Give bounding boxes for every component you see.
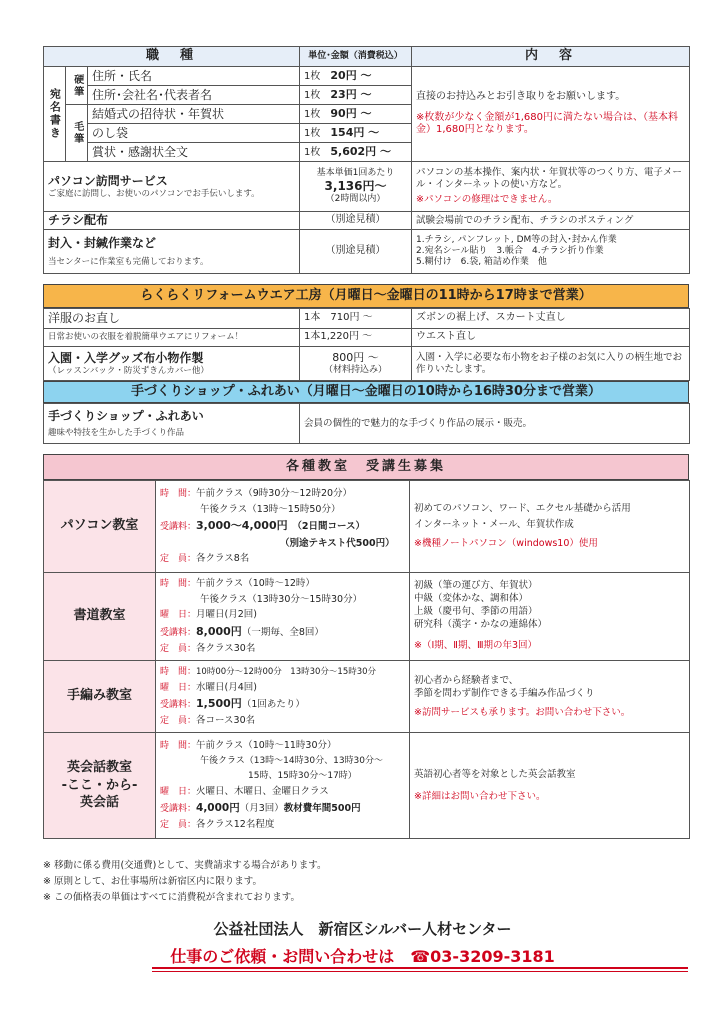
reform-content-3: 入園・入学に必要な布小物をお子様のお気に入りの柄生地でお作りいたします。 [412,347,690,381]
footnote: ※ 原則として、お仕事場所は新宿区内に限ります。 [43,876,263,888]
class-knit-name: 手編み教室 [44,661,156,733]
class-pc-content: 初めてのパソコン、ワード、エクセル基礎から活用 インターネット・メール、年賀状作成 ※機種ノートパソコン（windows10）使用 [410,481,690,573]
row-name: のし袋 [88,124,300,143]
flyer-content: 試験会場前でのチラシ配布、チラシのポスティング [412,212,690,230]
sub-label-brush: 毛筆 [66,105,88,162]
flyer-service: チラシ配布 [44,212,300,230]
footnote: ※ この価格表の単価はすべてに消費税が含まれております。 [43,892,301,904]
writing-content: 直接のお持込みとお引き取りをお願いします。 ※枚数が少なく金額が1,680円に満たない場合は、（基本料金）1,680円となります。 [412,67,690,162]
seal-price: （別途見積） [300,230,412,274]
class-knit-detail: 時 間：10時00分〜12時00分 13時30分〜15時30分 曜 日：水曜日(月4回) 受講料：1,500円（1回あたり） 定 員：各コース30名 [156,661,410,733]
class-pc-detail: 時 間：午前クラス（9時30分〜12時20分） 午後クラス（13時〜15時50分） 受講料：3,000〜4,000円 （2日間コース） （別途テキスト代500円） 定 員：各クラス8名 [156,481,410,573]
service-table [43,46,690,274]
footnotes [43,858,326,906]
row-price: 1枚 90円 〜 [300,105,412,124]
class-eng-content: 英語初心者等を対象とした英会話教室 ※詳細はお問い合わせ下さい。 [410,733,690,839]
reform-row-2: 日常お使いの衣服を着脱簡単ウエアにリフォーム！ [44,329,300,347]
reform-row-1: 洋服のお直し [44,309,300,329]
organization-name: 公益社団法人 新宿区シルバー人材センター [213,920,512,938]
reform-price-1: 1本 710円 〜 [300,309,412,329]
reform-table [43,308,690,381]
reform-content-1: ズボンの裾上げ、スカート丈直し [412,309,690,329]
reform-row-3: 入園・入学グッズ布小物作製 （レッスンバック・防災ずきんカバー他） [44,347,300,381]
handmade-row: 手づくりショップ・ふれあい 趣味や特技を生かした手づくり作品 [44,404,300,444]
class-shodo-detail: 時 間：午前クラス（10時〜12時） 午後クラス（13時30分〜15時30分） 曜 日：月曜日(月2回) 受講料：8,000円（一期毎、全8回） 定 員：各クラス30名 [156,573,410,661]
class-eng-name: 英会話教室 -ここ・から- 英会話 [44,733,156,839]
reform-price-2: 1本1,220円 〜 [300,329,412,347]
phone-number[interactable]: ☎03-3209-3181 [410,947,555,966]
classes-title: 各種教室 受講生募集 [43,454,689,480]
flyer-price: （別途見積） [300,212,412,230]
row-price: 1枚 154円 〜 [300,124,412,143]
class-shodo-name: 書道教室 [44,573,156,661]
reform-title: らくらくリフォームウエア工房（月曜日〜金曜日の11時から17時まで営業） [43,284,689,308]
sub-label-hard: 硬筆 [66,67,88,105]
contact-line [0,944,725,967]
class-shodo-content: 初級（筆の運び方、年賀状） 中級（変体かな、調和体） 上級（慶弔句、季節の用語） 研究科（漢字・かなの連綿体） ※（Ⅰ期、Ⅱ期、Ⅲ期の年3回） [410,573,690,661]
divider [152,967,688,969]
header-price: 単位･金額（消費税込） [300,47,412,67]
row-price: 1枚 20円 〜 [300,67,412,86]
class-pc-name: パソコン教室 [44,481,156,573]
contact-label: 仕事のご依頼・お問い合わせは [170,947,395,966]
row-name: 住所・氏名 [88,67,300,86]
header-content: 内 容 [412,47,690,67]
handmade-content: 会員の個性的で魅力的な手づくり作品の展示・販売。 [300,404,690,444]
class-eng-detail: 時 間：午前クラス（10時〜11時30分） 午後クラス（13時〜14時30分、13時30分〜 15時、15時30分〜17時） 曜 日：火曜日、木曜日、金曜日クラス 受講料：4,000円（月3回）教材費年間500円 定 員：各クラス12名程度 [156,733,410,839]
handmade-title: 手づくりショップ・ふれあい（月曜日〜金曜日の10時から16時30分まで営業） [43,381,689,403]
row-price: 1枚 23円 〜 [300,86,412,105]
divider [152,971,688,972]
pc-visit-price: 基本単価1回あたり 3,136円〜 （2時間以内） [300,162,412,212]
seal-service: 封入・封緘作業など 当センターに作業室も完備しております。 [44,230,300,274]
class-knit-content: 初心者から経験者まで、 季節を問わず制作できる手編み作品づくり ※訪問サービスも承ります。お問い合わせ下さい。 [410,661,690,733]
reform-content-2: ウエスト直し [412,329,690,347]
footnote: ※ 移動に係る費用(交通費)として、実費請求する場合があります。 [43,860,327,871]
seal-content: 1.チラシ, パンフレット, DM等の封入･封かん作業 2.宛名シール貼り 3.帳合 4.チラシ折り作業 5.糊付け 6.袋, 箱詰め作業 他 [412,230,690,274]
pc-visit-service: パソコン訪問サービス ご家庭に訪問し、お使いのパソコンでお手伝いします。 [44,162,300,212]
classes-table [43,480,690,839]
row-name: 結婚式の招待状・年賀状 [88,105,300,124]
reform-price-3: 800円 〜 （材料持込み） [300,347,412,381]
pc-visit-content: パソコンの基本操作、案内状・年賀状等のつくり方、電子メール・インターネットの使い方など。 ※パソコンの修理はできません。 [412,162,690,212]
handmade-table [43,403,690,444]
price-list [43,46,689,839]
header-job: 職 種 [44,47,300,67]
row-name: 住所･会社名･代表者名 [88,86,300,105]
row-name: 賞状・感謝状全文 [88,143,300,162]
row-price: 1枚 5,602円 〜 [300,143,412,162]
group-label: 宛名書き [44,67,66,162]
